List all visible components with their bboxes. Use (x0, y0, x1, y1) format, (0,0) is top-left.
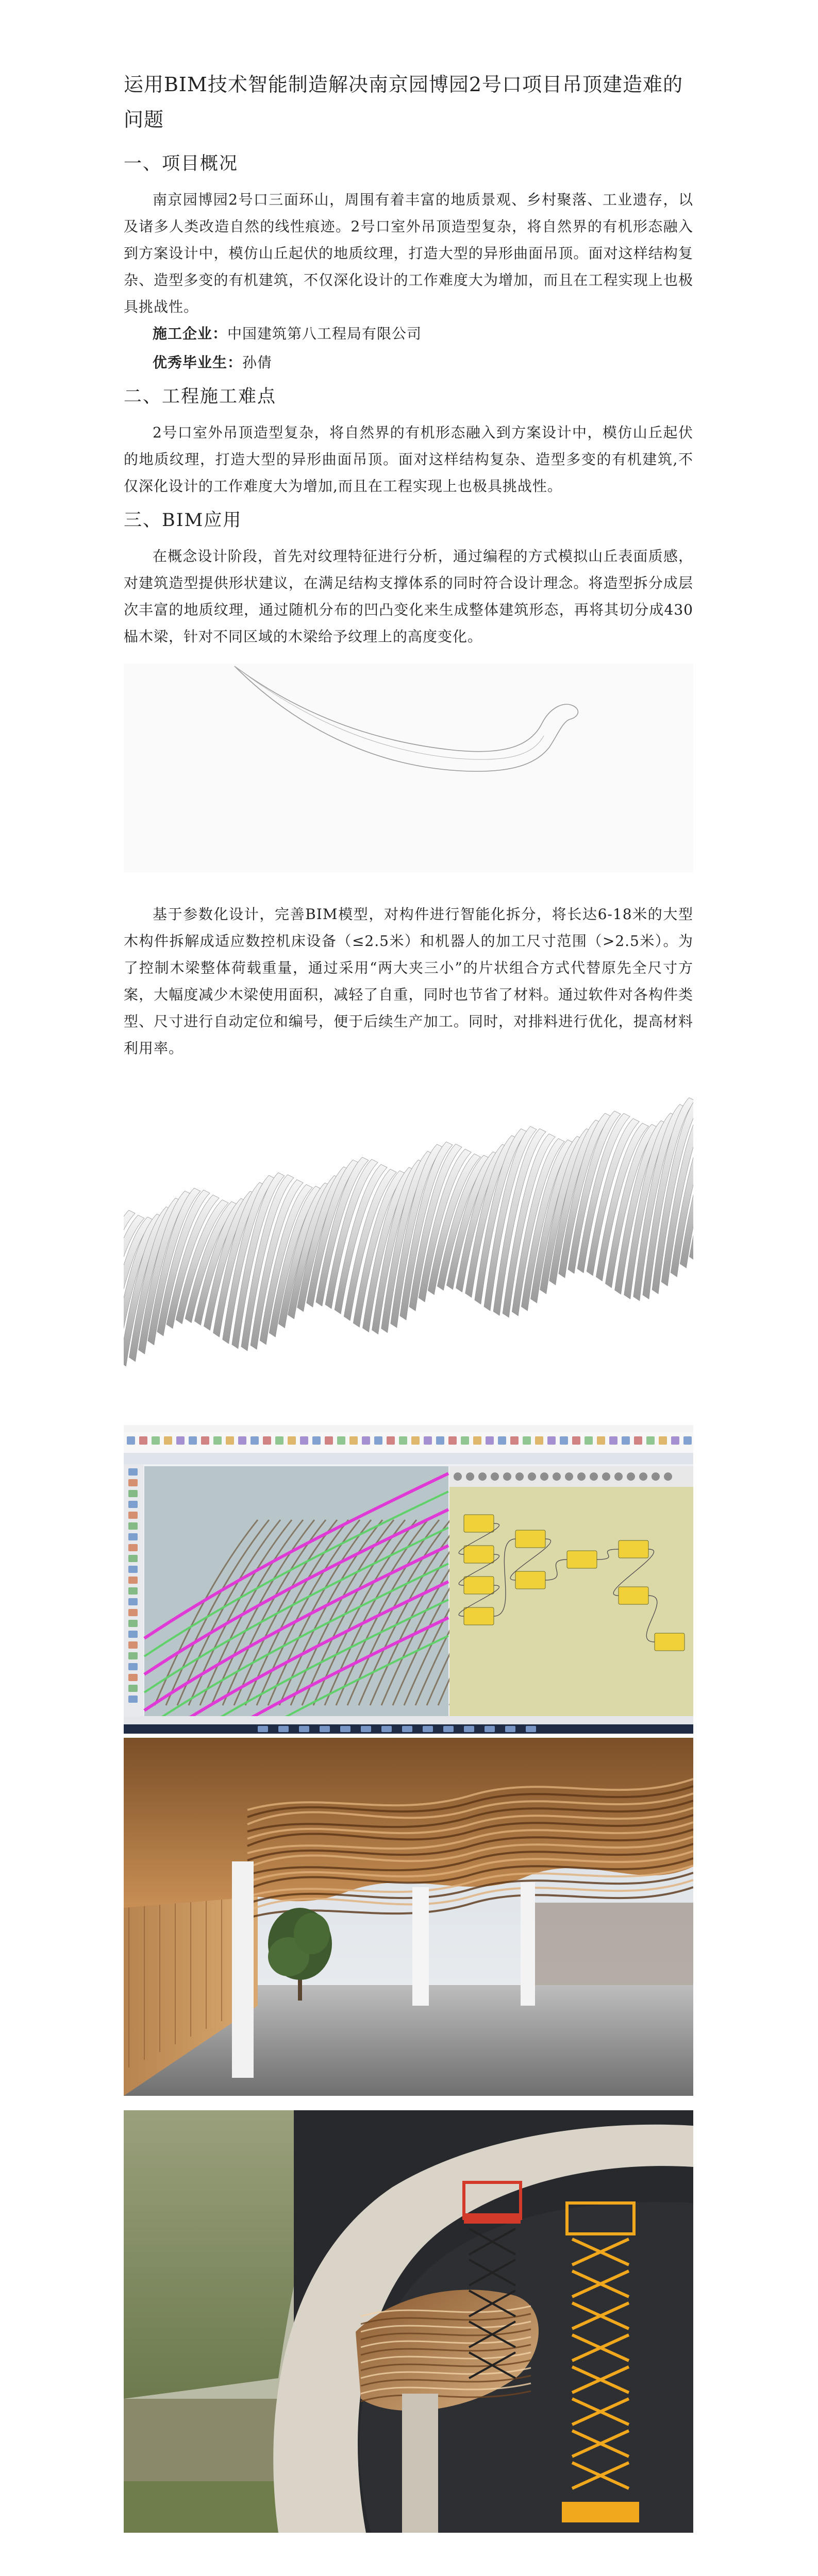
section-heading-bim: 三、BIM应用 (124, 510, 242, 531)
roof-outline-drawing (124, 664, 693, 872)
software-screenshot-svg (124, 1417, 693, 1734)
article-title: 运用BIM技术智能制造解决南京园博园2号口项目吊顶建造难的问题 (124, 73, 683, 131)
wavy-wood-ceiling-photo (124, 1738, 693, 2096)
construction-company-value: 中国建筑第八工程局有限公司 (227, 325, 422, 342)
article (124, 67, 693, 2533)
ceiling-construction-lift-photo (124, 2110, 693, 2533)
section-heading-difficulties: 二、工程施工难点 (124, 386, 277, 407)
timber-ribs-svg (124, 1081, 693, 1398)
bim-paragraph-parametric: 基于参数化设计，完善BIM模型，对构件进行智能化拆分，将长达6-18米的大型木构件拆解成适应数控机床设备（≤2.5米）和机器人的加工尺寸范围（>2.5米）。为了控制木梁整体荷载重量，通过采用“两大夹三小”的片状组合方式代替原先全尺寸方案，大幅度减少木梁使用面积，减轻了自重，同时也节省了材料。通过软件对各构件类型、尺寸进行自动定位和编号，便于后续生产加工。同时，对排料进行优化，提高材料利用率。 (124, 906, 693, 1057)
difficulties-paragraph: 2号口室外吊顶造型复杂，将自然界的有机形态融入到方案设计中，模仿山丘起伏的地质纹理，打造大型的异形曲面吊顶。面对这样结构复杂、造型多变的有机建筑,不仅深化设计的工作难度大为增加,而且在工程实现上也极具挑战性。 (124, 424, 693, 495)
timber-ribs-render (124, 1081, 693, 1398)
ceiling-photo-svg (124, 1738, 693, 2096)
roof-outline-svg (124, 664, 693, 872)
construction-company-label: 施工企业： (153, 325, 228, 342)
graduate-value: 孙倩 (242, 354, 273, 371)
graduate-label: 优秀毕业生： (153, 354, 243, 371)
construction-photo-svg (124, 2110, 693, 2533)
parametric-software-screenshot (124, 1417, 693, 1734)
overview-paragraph: 南京园博园2号口三面环山，周围有着丰富的地质景观、乡村聚落、工业遗存，以及诸多人类改造自然的线性痕迹。2号口室外吊顶造型复杂，将自然界的有机形态融入到方案设计中，模仿山丘起伏的地质纹理，打造大型的异形曲面吊顶。面对这样结构复杂、造型多变的有机建筑，不仅深化设计的工作难度大为增加，而且在工程实现上也极具挑战性。 (124, 191, 693, 315)
construction-company (153, 320, 693, 347)
section-heading-overview: 一、项目概况 (124, 154, 239, 174)
graduate (153, 349, 693, 376)
bim-paragraph-concept: 在概念设计阶段，首先对纹理特征进行分析，通过编程的方式模拟山丘表面质感，对建筑造型提供形状建议，在满足结构支撑体系的同时符合设计理念。将造型拆分成层次丰富的地质纹理，通过随机分布的凹凸变化来生成整体建筑形态，再将其切分成430榀木梁，针对不同区域的木梁给予纹理上的高度变化。 (124, 548, 693, 645)
